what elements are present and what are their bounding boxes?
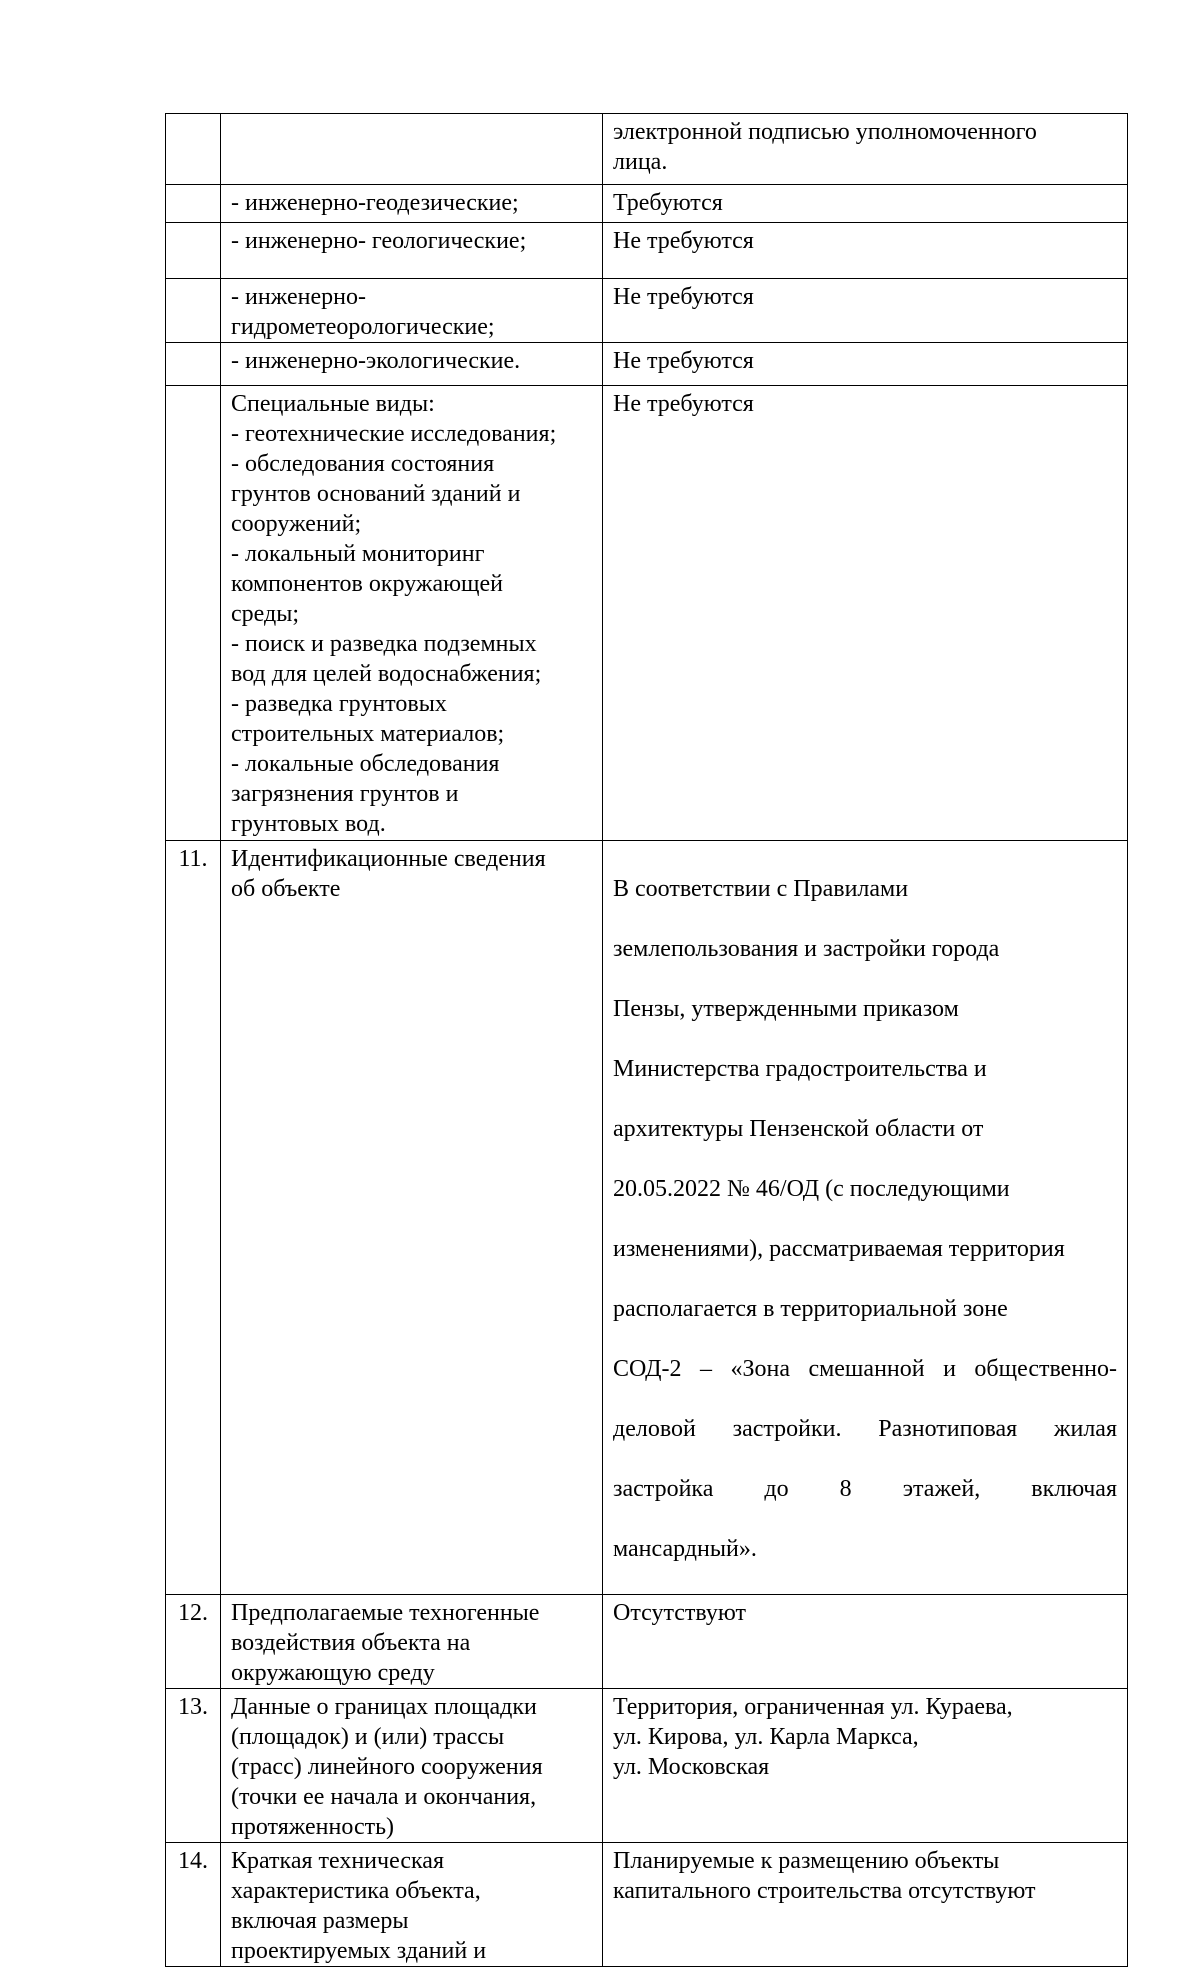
row-value-cell: Не требуются — [603, 343, 1128, 386]
row-name-cell: Предполагаемые техногенные воздействия объекта на окружающую среду — [221, 1595, 603, 1689]
row-value-cell: Требуются — [603, 185, 1128, 223]
value-line: 20.05.2022 № 46/ОД (с последующими — [613, 1176, 1010, 1202]
value-line: В соответствии с Правилами — [613, 876, 909, 902]
row-number-cell: 11. — [166, 841, 221, 1595]
row-number-cell — [166, 185, 221, 223]
value-line: располагается в территориальной зоне — [613, 1296, 1008, 1322]
row-value-cell: Не требуются — [603, 279, 1128, 343]
row-number-cell — [166, 386, 221, 841]
row-name-cell: - инженерно-геодезические; — [221, 185, 603, 223]
row-value-cell: Планируемые к размещению объекты капитального строительства отсутствуют — [603, 1843, 1128, 1967]
row-value-cell: электронной подписью уполномоченного лица. — [603, 114, 1128, 185]
value-line: землепользования и застройки города — [613, 936, 1000, 962]
table-row — [166, 1689, 1128, 1843]
value-line: деловой застройки. Разнотиповая жилая — [613, 1416, 1117, 1442]
row-name-cell: Специальные виды: - геотехнические исследования; - обследования состояния грунтов оснований зданий и сооружений; - локальный мониторинг компонентов окружающей среды; - поиск и разведка подземных вод для целей водоснабжения; - разведка грунтовых строительных материалов; - локальные обследования загрязнения грунтов и грунтовых вод. — [221, 386, 603, 841]
table-row — [166, 386, 1128, 841]
row-number-cell: 12. — [166, 1595, 221, 1689]
row-number-cell: 14. — [166, 1843, 221, 1967]
row-value-cell: Отсутствуют — [603, 1595, 1128, 1689]
row-value-cell: Не требуются — [603, 386, 1128, 841]
row-value-cell: Не требуются — [603, 223, 1128, 279]
table-row — [166, 1843, 1128, 1967]
value-line: застройка до 8 этажей, включая — [613, 1476, 1117, 1502]
table-row — [166, 223, 1128, 279]
value-line: Министерства градостроительства и — [613, 1056, 987, 1082]
table-row — [166, 1595, 1128, 1689]
requirements-table — [165, 113, 1128, 1967]
value-line: архитектуры Пензенской области от — [613, 1116, 984, 1142]
value-line: мансардный». — [613, 1536, 757, 1562]
row-number-cell — [166, 114, 221, 185]
row-number-cell — [166, 223, 221, 279]
row-name-cell: Идентификационные сведения об объекте — [221, 841, 603, 1595]
value-line: СОД-2 – «Зона смешанной и общественно- — [613, 1356, 1117, 1382]
row-number-cell: 13. — [166, 1689, 221, 1843]
table-row — [166, 343, 1128, 386]
row-name-cell: Данные о границах площадки (площадок) и (или) трассы (трасс) линейного сооружения (точки ее начала и окончания, протяженность) — [221, 1689, 603, 1843]
row-name-cell: - инженерно- геологические; — [221, 223, 603, 279]
row-name-cell: - инженерно-экологические. — [221, 343, 603, 386]
row-number-cell — [166, 343, 221, 386]
row-number-cell — [166, 279, 221, 343]
row-value-cell: Территория, ограниченная ул. Кураева, ул. Кирова, ул. Карла Маркса, ул. Московская — [603, 1689, 1128, 1843]
row-name-cell — [221, 114, 603, 185]
value-line: изменениями), рассматриваемая территория — [613, 1236, 1065, 1262]
table-row — [166, 185, 1128, 223]
row-name-cell: Краткая техническая характеристика объекта, включая размеры проектируемых зданий и — [221, 1843, 603, 1967]
table-row — [166, 279, 1128, 343]
row-value-cell — [603, 841, 1128, 1595]
value-line: Пензы, утвержденными приказом — [613, 996, 959, 1022]
table-row — [166, 114, 1128, 185]
row-name-cell: - инженерно- гидрометеорологические; — [221, 279, 603, 343]
table-row — [166, 841, 1128, 1595]
